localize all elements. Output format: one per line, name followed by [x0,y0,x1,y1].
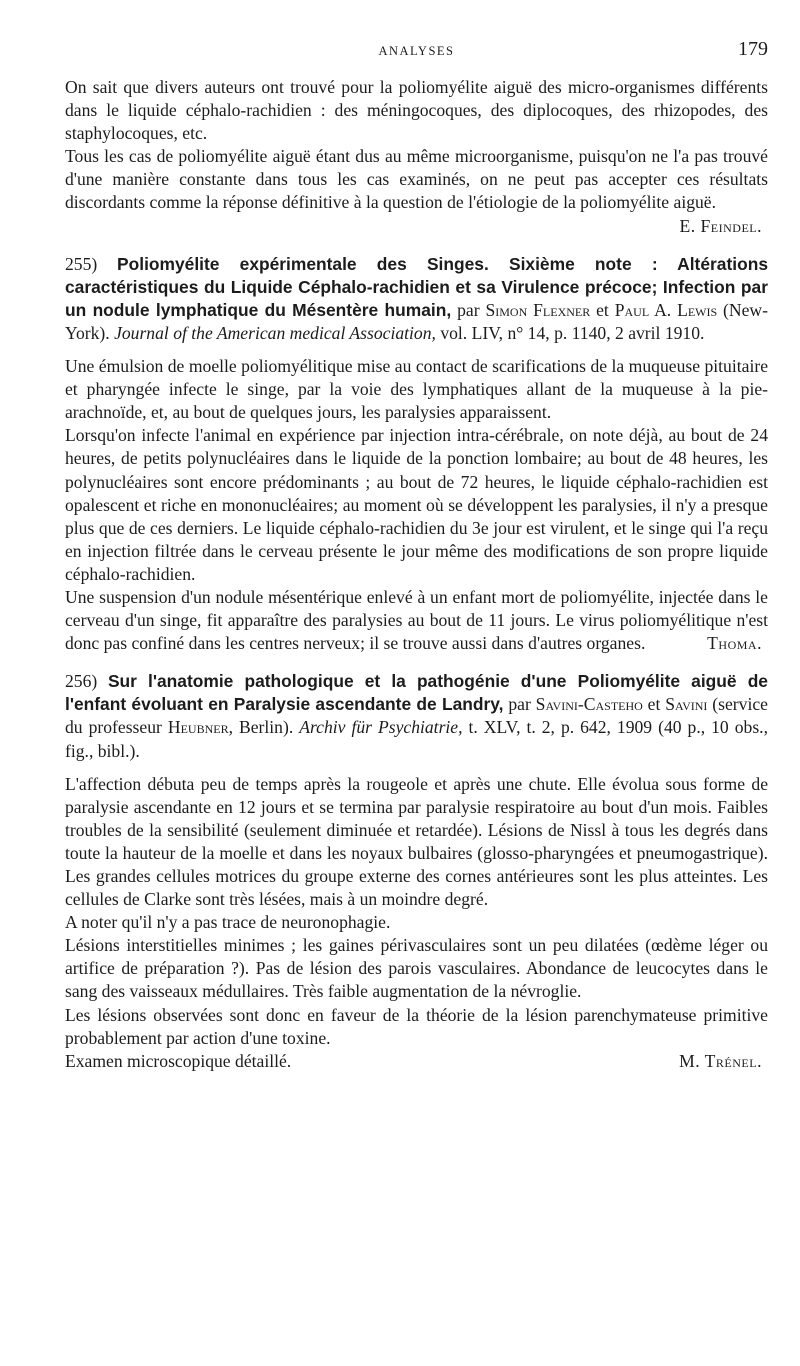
entry-255-signature: Thoma. [707,633,762,654]
running-title: ANALYSES [378,44,455,58]
intro-section [65,76,768,238]
intro-paragraph-2-text: Tous les cas de poliomyélite aiguë étant dus au même microorganisme, puisqu'on ne l'a pas trouvé d'une manière constante dans tous les cas examinés, on ne peut pas accepter ces résultats discordants comme la réponse définitive à la question de l'étiologie de la poliomyélite aiguë. [65,146,768,213]
entry-255-title: Poliomyélite expérimentale des Singes. Sixième note : Altérations caractéristiques du Liquide Céphalo-rachidien et sa Virulence précoce; Infection par un nodule lymphatique du Mésentère humain, [65,253,768,320]
entry-256-title: Sur l'anatomie pathologique et la pathogénie d'une Poliomyélite aiguë de l'enfant évoluant en Paralysie ascendante de Landry, [65,671,768,715]
running-head [65,38,768,64]
entry-255-place: (New-York). [65,299,768,343]
entry-256-journal: Archiv für Psychiatrie, [299,717,463,738]
entry-256-by: par [508,694,531,715]
entry-256-paragraph-1: L'affection débuta peu de temps après la rougeole et après une chute. Elle évolua sous forme de paralysie ascendante en 12 jours et se termina par paralysie respiratoire au bout d'un mois. Faibles troubles de la sensibilité (seulement diminuée et retardée). Lésions de Nissl à tous les degrés dans toute la hauteur de la moelle et dans les noyaux bulbaires (glosso-pharyngées et pneumogastrique). Les grandes cellules motrices du groupe externe des cornes antérieures sont les plus atteintes. Les cellules de Clarke sont très lésées, mais à un moindre degré. [65,773,768,910]
abstract-entry-256 [65,670,768,1073]
entry-256-and: et [647,694,661,715]
entry-256-paragraph-4: Les lésions observées sont donc en faveur de la théorie de la lésion parenchymateuse primitive probablement par action d'une toxine. [65,1004,768,1048]
entry-256-signature: M. Trénel. [679,1050,762,1071]
entry-256-author-1: Savini-Castено [535,694,643,715]
entry-255-author-1: Simon Flexner [485,299,591,320]
entry-255-and: et [596,299,609,320]
entry-256-last-paragraph [65,1050,768,1073]
entry-255-body [65,355,768,655]
entry-256-paragraph-3: Lésions interstitielles minimes ; les gaines périvasculaires sont un peu dilatées (œdème léger ou artifice de préparation ?). Pas de lésion des parois vasculaires. Abondance de leucocytes dans le sang des vaisseaux médullaires. Très faible augmentation de la névroglie. [65,935,768,1002]
intro-paragraph-1: On sait que divers auteurs ont trouvé pour la poliomyélite aiguë des micro-organismes différents dans le liquide céphalo-rachidien : des méningocoques, des diplocoques, des rhizopodes, des staphylocoques, etc. [65,77,768,144]
document-page [65,38,768,1073]
entry-255-paragraph-1: Une émulsion de moelle poliomyélitique mise au contact de scarifications de la muqueuse pituitaire et pharyngée infecte le singe, par la voie des lymphatiques allant de la muqueuse à la pie-arachnoïde, et, au bout de quelques jours, les paralysies apparaissent. [65,356,768,423]
entry-256-professor: Heubner, [167,717,233,738]
entry-255-last-paragraph [65,586,768,655]
abstract-entry-255 [65,253,768,656]
entry-256-author-2: Savini [665,694,708,715]
entry-255-author-2: Paul A. Lewis [614,299,718,320]
intro-signature: E. Feindel. [679,215,762,236]
entry-256-body [65,773,768,1073]
page-number: 179 [738,38,768,60]
entry-256-paragraph-2: A noter qu'il n'y a pas trace de neuronophagie. [65,912,391,933]
entry-255-number: 255) [65,253,98,274]
entry-255-citation: vol. LIV, n° 14, p. 1140, 2 avril 1910. [440,322,705,343]
entry-255-journal: Journal of the American medical Association, [114,322,436,343]
intro-paragraph-2 [65,145,768,237]
entry-256-last-paragraph-text: Examen microscopique détaillé. [65,1050,292,1071]
entry-255-last-paragraph-text: Une suspension d'un nodule mésentérique enlevé à un enfant mort de poliomyélite, injectée dans le cerveau d'un singe, fit apparaître des paralysies au bout de 11 jours. Le virus poliomyélitique n'est donc pas confiné dans les centres nerveux; il se trouve aussi dans d'autres organes. [65,586,768,654]
entry-256-citation: t. XLV, t. 2, p. 642, 1909 (40 p., 10 obs., fig., bibl.). [65,717,768,761]
entry-255-paragraph-2: Lorsqu'on infecte l'animal en expérience par injection intra-cérébrale, on note déjà, au bout de 24 heures, de petits polynucléaires dans le liquide de la ponction lombaire; au bout de 48 heures, les polynucléaires sont encore prédominants ; au bout de 72 heures, le liquide céphalo-rachidien est opalescent et riche en mononucléaires; au moment où se développent les paralysies, il n'y a presque plus que de ces derniers. Le liquide céphalo-rachidien du 3e jour est virulent, et le singe qui l'a reçu en injection filtrée dans le cerveau présente le jour même des modifications de son propre liquide céphalo-rachidien. [65,425,768,584]
entry-256-city: Berlin). [238,717,294,738]
entry-256-number: 256) [65,671,98,692]
entry-255-by: par [457,299,480,320]
entry-256-service: (service du professeur [65,694,768,738]
entry-256-heading [65,670,768,762]
entry-255-heading [65,253,768,345]
